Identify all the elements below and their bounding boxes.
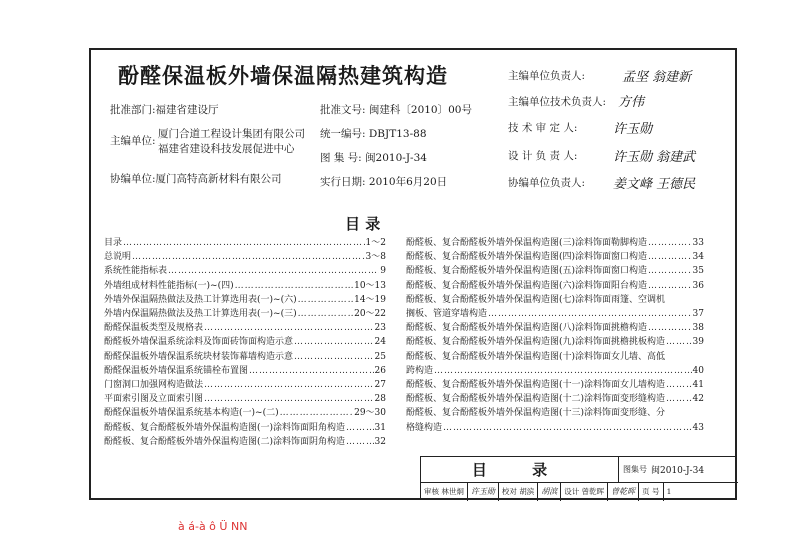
toc-item-page: 25 xyxy=(374,351,386,362)
toc-item-title: 酚醛板、复合酚醛板外墙外保温构造图(一)涂料饰面阳角构造 xyxy=(104,422,346,433)
toc-item[interactable] xyxy=(104,236,386,250)
toc-leader-dots xyxy=(298,293,354,307)
toc-item-page: 14～19 xyxy=(354,294,386,305)
toc-leader-dots xyxy=(434,364,692,378)
title-block-signature: 许玉勋 xyxy=(468,483,499,501)
approval-dept xyxy=(110,103,219,117)
toc-item[interactable] xyxy=(406,250,704,264)
role-label-2: 技 术 审 定 人: xyxy=(508,122,578,134)
toc-item[interactable] xyxy=(406,421,704,435)
toc-item[interactable] xyxy=(406,279,704,293)
toc-item-title: 酚醛板、复合酚醛板外墙外保温构造图(二)涂料饰面阴角构造 xyxy=(104,436,346,447)
toc-item[interactable] xyxy=(104,264,386,278)
title-block-cell: 1 xyxy=(666,487,672,496)
toc-item[interactable] xyxy=(104,350,386,364)
role-signature-4: 姜文峰 王德民 xyxy=(613,177,696,192)
toc-item-page: 27 xyxy=(374,380,386,391)
title-block-signature: 胡滨 xyxy=(538,483,561,501)
toc-leader-dots xyxy=(666,335,692,349)
title-block-name: 目 录 xyxy=(421,457,619,483)
toc-item-page: 20～22 xyxy=(354,309,386,320)
toc-item-title: 酚醛板、复合酚醛板外墙外保温构造图(六)涂料饰面阳台构造 xyxy=(406,280,648,291)
toc-item[interactable] xyxy=(406,321,704,335)
approval-no-label: 批准文号: xyxy=(320,104,366,116)
unified-no-label: 统一编号: xyxy=(320,128,366,140)
toc-item-title: 酚醛板、复合酚醛板外墙外保温构造图(八)涂料饰面挑檐构造 xyxy=(406,323,648,334)
toc-item[interactable] xyxy=(104,279,386,293)
toc-leader-dots xyxy=(648,236,692,250)
toc-leader-dots xyxy=(204,378,374,392)
toc-item-title: 酚醛板、复合酚醛板外墙外保温构造图(十)涂料饰面女儿墙、高低 xyxy=(406,351,666,362)
toc-leader-dots xyxy=(204,392,374,406)
toc-leader-dots xyxy=(249,364,374,378)
title-block-cell: 设计 曾乾晖 xyxy=(561,483,608,501)
toc-item-page: 28 xyxy=(374,394,386,405)
toc-leader-dots xyxy=(648,321,692,335)
approval-no-value: 闽建科〔2010〕00号 xyxy=(368,104,472,116)
toc-leader-dots xyxy=(648,250,692,264)
toc-item-page: 33 xyxy=(692,238,704,248)
toc-item-page: 26 xyxy=(374,365,386,376)
toc-leader-dots xyxy=(648,279,692,293)
toc-item-page: 37 xyxy=(692,309,704,320)
role-signature-0: 孟坚 翁建新 xyxy=(622,70,692,85)
toc-item-title: 搁板、管道穿墙构造 xyxy=(406,309,488,320)
toc-item[interactable] xyxy=(406,406,704,420)
toc-item-page: 24 xyxy=(374,337,386,348)
atlas-no xyxy=(320,151,427,165)
toc-item[interactable] xyxy=(104,421,386,435)
toc-item-title: 平面索引图及立面索引图 xyxy=(104,394,204,405)
toc-leader-dots xyxy=(666,293,703,307)
toc-item[interactable] xyxy=(406,307,704,321)
toc-item-title: 外墙外保温隔热做法及热工计算选用表(一)~(六) xyxy=(104,294,297,305)
effective-date xyxy=(320,175,447,189)
toc-item[interactable] xyxy=(104,378,386,392)
role-label-3: 设 计 负 责 人: xyxy=(508,150,578,162)
bottom-mark: à á-à ô Ü NN xyxy=(178,520,248,533)
toc-item-page: 42 xyxy=(692,394,704,405)
toc-leader-dots xyxy=(666,378,692,392)
atlas-label: 图集号 xyxy=(623,465,647,474)
toc-item-title: 酚醛板、复合酚醛板外墙外保温构造图(三)涂料饰面勒脚构造 xyxy=(406,238,648,248)
toc-item[interactable] xyxy=(104,435,386,449)
toc-item-title: 目录 xyxy=(104,238,123,248)
title-block xyxy=(420,456,737,500)
toc-leader-dots xyxy=(298,307,354,321)
toc-left-column xyxy=(104,236,386,449)
toc-leader-dots xyxy=(666,406,703,420)
toc-leader-dots xyxy=(488,307,692,321)
title-block-cell: 校对 胡滨 xyxy=(499,483,538,501)
toc-item-title: 酚醛保温板外墙保温系统锚栓布置图 xyxy=(104,365,249,376)
toc-item-page: 9 xyxy=(380,266,386,277)
document-title: 酚醛保温板外墙保温隔热建筑构造 xyxy=(118,64,448,88)
toc-leader-dots xyxy=(666,350,703,364)
toc-item[interactable] xyxy=(406,264,704,278)
toc-item-page: 29～30 xyxy=(354,408,386,419)
toc-item[interactable] xyxy=(104,335,386,349)
toc-leader-dots xyxy=(346,421,374,435)
editor-1: 厦门合道工程设计集团有限公司 xyxy=(158,128,305,140)
toc-item-page: 23 xyxy=(374,323,386,334)
toc-leader-dots xyxy=(123,236,365,250)
toc-item-title: 外墙内保温隔热做法及热工计算选用表(一)~(三) xyxy=(104,309,297,320)
atlas-no-label: 图 集 号: xyxy=(320,152,362,164)
role-label-4: 协编单位负责人: xyxy=(508,177,586,189)
toc-item-title: 酚醛板、复合酚醛板外墙外保温构造图(四)涂料饰面窗口构造 xyxy=(406,252,648,263)
toc-item-page: 41 xyxy=(692,380,704,391)
toc-item-title: 酚醛板、复合酚醛板外墙外保温构造图(五)涂料饰面窗口构造 xyxy=(406,266,648,277)
toc-leader-dots xyxy=(443,421,692,435)
toc-item[interactable] xyxy=(406,335,704,349)
toc-item-title: 酚醛板、复合酚醛板外墙外保温构造图(十二)涂料饰面变形缝构造 xyxy=(406,394,666,405)
toc-item-page: 31 xyxy=(374,422,386,433)
role-label-1: 主编单位技术负责人: xyxy=(508,96,607,108)
toc-leader-dots xyxy=(132,250,365,264)
role-signature-2: 许玉勋 xyxy=(613,122,653,137)
toc-item-title: 外墙组成材料性能指标(一)~(四) xyxy=(104,280,234,291)
title-block-signature: 曾乾晖 xyxy=(608,483,639,501)
toc-item-title: 酚醛板、复合酚醛板外墙外保温构造图(十三)涂料饰面变形缝、分 xyxy=(406,408,666,419)
toc-item-title: 酚醛板外墙保温系统涂料及饰面砖饰面构造示意 xyxy=(104,337,294,348)
atlas-no-value: 闽2010-J-34 xyxy=(365,152,427,164)
atlas-value: 闽2010-J-34 xyxy=(651,466,705,476)
toc-item-title: 总说明 xyxy=(104,252,132,263)
effective-value: 2010年6月20日 xyxy=(368,176,448,188)
toc-item-title: 酚醛保温板类型及规格表 xyxy=(104,323,204,334)
toc-item-page: 34 xyxy=(692,252,704,263)
co-editor-label: 协编单位: xyxy=(110,173,156,185)
toc-item-title: 酚醛保温板外墙保温系统基本构造(一)~(二) xyxy=(104,408,279,419)
co-editor-value: 厦门高特高新材料有限公司 xyxy=(155,173,282,185)
toc-item-page: 43 xyxy=(692,422,704,433)
co-editor xyxy=(110,172,282,186)
editor-2: 福建省建设科技发展促进中心 xyxy=(158,143,295,155)
toc-item[interactable] xyxy=(104,392,386,406)
toc-item[interactable] xyxy=(104,307,386,321)
toc-item[interactable] xyxy=(104,293,386,307)
toc-leader-dots xyxy=(294,350,374,364)
toc-item[interactable] xyxy=(104,364,386,378)
toc-item-title: 酚醛板、复合酚醛板外墙外保温构造图(七)涂料饰面雨篷、空调机 xyxy=(406,294,666,305)
toc-item-title: 酚醛板、复合酚醛板外墙外保温构造图(十一)涂料饰面女儿墙构造 xyxy=(406,380,666,391)
title-block-cell: 审核 林世炯 xyxy=(421,483,468,501)
toc-item-title: 跨构造 xyxy=(406,365,434,376)
toc-item-page: 38 xyxy=(692,323,704,334)
approval-dept-label: 批准部门: xyxy=(110,104,156,116)
approval-dept-value: 福建省建设厅 xyxy=(155,104,219,116)
toc-item[interactable] xyxy=(104,406,386,420)
title-block-cell: 页 号 xyxy=(639,483,663,501)
toc-leader-dots xyxy=(648,264,692,278)
toc-leader-dots xyxy=(235,279,354,293)
toc-item[interactable] xyxy=(406,236,704,250)
toc-item-page: 32 xyxy=(374,436,386,447)
title-block-signature-row xyxy=(421,483,738,501)
unified-no-value: DBJT13-88 xyxy=(368,128,427,140)
toc-item[interactable] xyxy=(104,250,386,264)
toc-leader-dots xyxy=(204,321,374,335)
role-signature-1: 方伟 xyxy=(618,95,645,110)
toc-item[interactable] xyxy=(406,350,704,364)
toc-item-page: 3～8 xyxy=(365,252,386,263)
toc-item[interactable] xyxy=(406,378,704,392)
toc-item-title: 格缝构造 xyxy=(406,422,443,433)
approval-no xyxy=(320,103,472,117)
toc-leader-dots xyxy=(346,435,374,449)
toc-item-page: 40 xyxy=(692,365,704,376)
toc-leader-dots xyxy=(666,392,692,406)
toc-item-title: 酚醛板、复合酚醛板外墙外保温构造图(九)涂料饰面挑檐挑板构造 xyxy=(406,337,666,348)
role-label-0: 主编单位负责人: xyxy=(508,70,586,82)
toc-right-column xyxy=(406,236,704,435)
toc-item-page: 39 xyxy=(692,337,704,348)
toc-item[interactable] xyxy=(406,392,704,406)
editor-label: 主编单位: xyxy=(110,135,156,147)
toc-leader-dots xyxy=(294,335,374,349)
toc-item-page: 35 xyxy=(692,266,704,277)
toc-item-title: 系统性能指标表 xyxy=(104,266,168,277)
role-signature-3: 许玉勋 翁建武 xyxy=(613,150,696,165)
title-block-atlas xyxy=(619,457,738,483)
toc-item[interactable] xyxy=(104,321,386,335)
toc-item[interactable] xyxy=(406,364,704,378)
unified-no xyxy=(320,127,427,141)
toc-item[interactable] xyxy=(406,293,704,307)
toc-leader-dots xyxy=(280,406,354,420)
toc-heading: 目 录 xyxy=(345,215,381,233)
effective-label: 实行日期: xyxy=(320,176,366,188)
toc-item-title: 酚醛保温板外墙保温系统块材装饰幕墙构造示意 xyxy=(104,351,294,362)
toc-item-page: 1～2 xyxy=(365,238,386,248)
toc-leader-dots xyxy=(168,264,379,278)
toc-item-page: 36 xyxy=(692,280,704,291)
toc-item-page: 10～13 xyxy=(354,280,386,291)
toc-item-title: 门窗洞口加强网构造做法 xyxy=(104,380,204,391)
